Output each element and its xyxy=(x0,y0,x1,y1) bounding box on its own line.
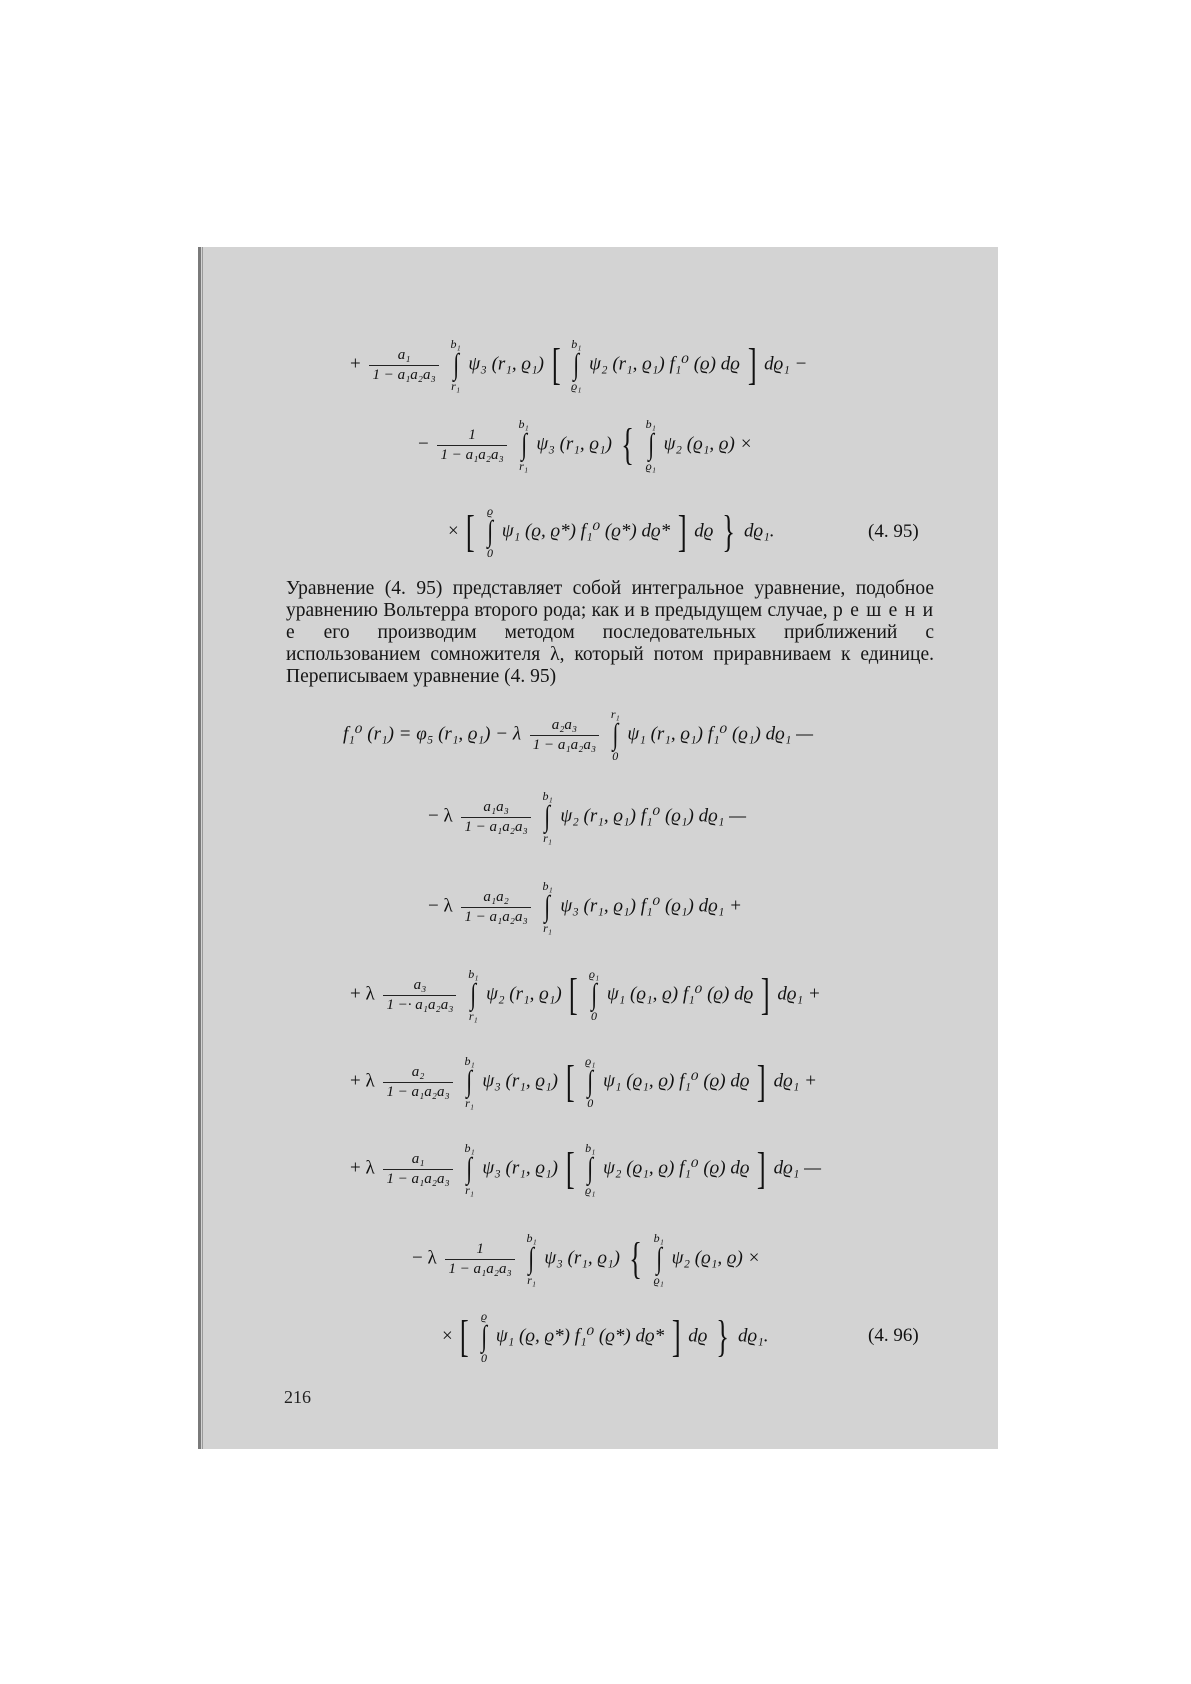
integral-sign-icon: ∫ xyxy=(573,348,580,381)
integrand: ψ₃ (r₁, ϱ₁) f₁⁰ (ϱ₁) dϱ₁ + xyxy=(560,895,742,917)
integral-sign-icon: ∫ xyxy=(466,1065,473,1098)
fraction-numerator: a₂ xyxy=(411,1063,425,1080)
operator: − xyxy=(418,433,429,455)
fraction xyxy=(383,1151,452,1188)
inner-integral xyxy=(654,1232,664,1286)
integral-upper-limit: ϱ₁ xyxy=(588,967,600,981)
fraction-denominator: 1 − a₁a₂a₃ xyxy=(383,1169,452,1188)
integral xyxy=(451,338,461,392)
integral-sign-icon: ∫ xyxy=(544,890,551,923)
equation-line-10 xyxy=(412,1232,760,1286)
equation-line-8 xyxy=(350,1055,817,1109)
integral-lower-limit: ϱ₁ xyxy=(645,459,656,473)
integral-upper-limit: r₁ xyxy=(610,707,620,721)
integrand: ψ₃ (r₁, ϱ₁) xyxy=(482,1157,558,1179)
fraction-numerator: a₁ xyxy=(397,346,411,363)
inner-integrand: ψ₁ (ϱ₁, ϱ) f₁⁰ (ϱ) dϱ xyxy=(603,1070,750,1092)
inner-integrand: ψ₂ (ϱ₁, ϱ) × xyxy=(671,1247,761,1269)
integral-lower-limit: ϱ₁ xyxy=(585,1183,596,1197)
equation-line-3: × [ ϱ ∫ 0 ψ₁ (ϱ, ϱ*) f₁⁰ (ϱ*) dϱ* ] dϱ } dϱ₁. xyxy=(448,504,775,560)
integral-sign-icon: ∫ xyxy=(647,428,654,461)
right-brace-icon: } xyxy=(722,507,736,556)
integral-upper-limit: b₁ xyxy=(526,1231,537,1245)
fraction-denominator: 1 −· a₁a₂a₃ xyxy=(383,995,456,1014)
integral-upper-limit: ϱ xyxy=(480,1309,488,1323)
fraction xyxy=(530,717,599,754)
inner-integrand: ψ₂ (r₁, ϱ₁) f₁⁰ (ϱ) dϱ xyxy=(589,353,740,375)
integral-upper-limit: b₁ xyxy=(518,417,529,431)
equation-line-6 xyxy=(428,880,742,934)
integrand: ψ₃ (r₁, ϱ₁) xyxy=(468,353,544,375)
fraction-numerator: a₂a₃ xyxy=(551,716,578,733)
integrand: ψ₃ (r₁, ϱ₁) xyxy=(482,1070,558,1092)
fraction-denominator: 1 − a₁a₂a₃ xyxy=(445,1259,514,1278)
fraction xyxy=(383,1064,452,1101)
integral-lower-limit: ϱ₁ xyxy=(571,379,582,393)
left-bracket-icon: [ xyxy=(565,1144,575,1193)
fraction-numerator: a₁a₂ xyxy=(483,888,509,905)
integrand: ψ₂ (r₁, ϱ₁) f₁⁰ (ϱ₁) dϱ₁ — xyxy=(560,805,746,827)
differential: dϱ₁ + xyxy=(773,1070,817,1092)
integral-sign-icon: ∫ xyxy=(487,515,493,548)
page-number: 216 xyxy=(284,1387,311,1407)
inner-integral xyxy=(589,968,599,1022)
operator: − λ xyxy=(412,1247,437,1269)
right-bracket-icon: ] xyxy=(757,1057,766,1106)
integral-lower-limit: ϱ₁ xyxy=(653,1273,664,1287)
integral-lower-limit: 0 xyxy=(480,1351,487,1365)
left-bracket-icon: [ xyxy=(460,1312,470,1361)
equation-line-9 xyxy=(350,1142,821,1196)
fraction-denominator: 1 − a₁a₂a₃ xyxy=(369,365,438,384)
fraction-numerator: a₃ xyxy=(413,976,427,993)
left-bracket-icon: [ xyxy=(565,1057,575,1106)
integral-sign-icon: ∫ xyxy=(466,1152,473,1185)
left-bracket-icon: [ xyxy=(466,507,476,556)
operator: × xyxy=(442,1325,453,1347)
integral-upper-limit: b₁ xyxy=(542,879,553,893)
fraction-numerator: a₁ xyxy=(411,1150,425,1167)
integral xyxy=(519,418,529,472)
operator: + xyxy=(350,353,361,375)
integral-sign-icon: ∫ xyxy=(452,348,459,381)
integral-upper-limit: ϱ xyxy=(486,504,494,518)
integral-lower-limit: r₁ xyxy=(465,1183,474,1197)
inner-integrand: ψ₂ (ϱ₁, ϱ) × xyxy=(663,433,753,455)
fraction-numerator: 1 xyxy=(468,426,476,443)
fraction xyxy=(383,977,456,1014)
integrand: ψ₁ (ϱ, ϱ*) f₁⁰ (ϱ*) dϱ* xyxy=(501,520,671,542)
operator: − λ xyxy=(428,895,453,917)
equation-line-4 xyxy=(343,708,813,762)
integrand: ψ₂ (r₁, ϱ₁) xyxy=(486,983,562,1005)
integral-lower-limit: 0 xyxy=(587,1096,594,1110)
left-brace-icon: { xyxy=(628,1234,642,1283)
operator: − λ xyxy=(428,805,453,827)
left-brace-icon: { xyxy=(620,420,634,469)
integral-sign-icon: ∫ xyxy=(655,1242,662,1275)
right-bracket-icon: ] xyxy=(671,1312,681,1361)
inner-integrand: ψ₁ (ϱ₁, ϱ) f₁⁰ (ϱ) dϱ xyxy=(606,983,754,1005)
integral-upper-limit: b₁ xyxy=(542,789,553,803)
inner-integrand: ψ₂ (ϱ₁, ϱ) f₁⁰ (ϱ) dϱ xyxy=(603,1157,750,1179)
fraction xyxy=(461,799,530,836)
integral-upper-limit: b₁ xyxy=(468,967,479,981)
operator: + λ xyxy=(350,1070,375,1092)
integral xyxy=(542,790,552,844)
integral xyxy=(542,880,552,934)
integral-sign-icon: ∫ xyxy=(591,978,597,1011)
operator: + λ xyxy=(350,1157,375,1179)
fraction xyxy=(437,427,506,464)
fraction xyxy=(445,1241,514,1278)
integrand: ψ₁ (ϱ, ϱ*) f₁⁰ (ϱ*) dϱ* xyxy=(495,1325,665,1347)
integral xyxy=(480,1310,488,1364)
fraction-denominator: 1 − a₁a₂a₃ xyxy=(383,1082,452,1101)
equation-line-11: × [ ϱ ∫ 0 ψ₁ (ϱ, ϱ*) f₁⁰ (ϱ*) dϱ* ] dϱ } dϱ₁. xyxy=(442,1309,769,1365)
right-bracket-icon: ] xyxy=(757,1144,766,1193)
integral-lower-limit: r₁ xyxy=(543,921,552,935)
integral xyxy=(468,968,478,1022)
paragraph-text-end: его производим методом последовательных приближений с использованием сомножителя λ, который потом приравниваем к единице. Переписываем уравнение (4. 95) xyxy=(286,622,935,687)
fraction-denominator: 1 − a₁a₂a₃ xyxy=(530,735,599,754)
integral-lower-limit: r₁ xyxy=(451,379,460,393)
left-bracket-icon: [ xyxy=(569,970,579,1019)
scan-edge-shadow xyxy=(198,247,201,1449)
left-bracket-icon: [ xyxy=(551,340,561,389)
inner-integral xyxy=(585,1142,595,1196)
fraction-numerator: 1 xyxy=(476,1240,484,1257)
equation-line-7 xyxy=(350,968,821,1022)
inner-integral xyxy=(571,338,581,392)
fraction-denominator: 1 − a₁a₂a₃ xyxy=(461,817,530,836)
equation-line-2 xyxy=(418,418,752,472)
integral-upper-limit: b₁ xyxy=(464,1141,475,1155)
integral-sign-icon: ∫ xyxy=(470,978,477,1011)
fraction-numerator: a₁a₃ xyxy=(483,798,509,815)
inner-integral xyxy=(585,1055,595,1109)
equation-lhs: f₁⁰ (r₁) = φ₅ (r₁, ϱ₁) − λ xyxy=(343,723,522,745)
equation-number: (4. 95) xyxy=(868,521,919,542)
fraction-denominator: 1 − a₁a₂a₃ xyxy=(437,445,506,464)
fraction xyxy=(461,889,530,926)
integral-upper-limit: b₁ xyxy=(585,1141,596,1155)
integral-sign-icon: ∫ xyxy=(587,1065,594,1098)
differential: dϱ₁. xyxy=(744,520,775,542)
differential: dϱ₁. xyxy=(738,1325,769,1347)
integral-upper-limit: b₁ xyxy=(571,337,582,351)
integral-sign-icon: ∫ xyxy=(587,1152,594,1185)
integral xyxy=(611,708,620,762)
equation-line-5 xyxy=(428,790,746,844)
right-bracket-icon: ] xyxy=(747,340,757,389)
integral-lower-limit: r₁ xyxy=(465,1096,474,1110)
integral-lower-limit: 0 xyxy=(486,546,493,560)
integral-sign-icon: ∫ xyxy=(544,800,551,833)
integral-lower-limit: 0 xyxy=(590,1009,597,1023)
integral-lower-limit: r₁ xyxy=(527,1273,536,1287)
differential: dϱ₁ — xyxy=(773,1157,822,1179)
integral-sign-icon: ∫ xyxy=(520,428,527,461)
integral-lower-limit: r₁ xyxy=(468,1009,478,1023)
fraction xyxy=(369,347,438,384)
integrand: ψ₃ (r₁, ϱ₁) xyxy=(544,1247,620,1269)
right-bracket-icon: ] xyxy=(677,507,687,556)
integral-upper-limit: b₁ xyxy=(645,417,656,431)
integral xyxy=(464,1055,474,1109)
inner-integral xyxy=(646,418,656,472)
spaced-emphasis: р е ш е н и е xyxy=(286,600,935,643)
integral-upper-limit: b₁ xyxy=(450,337,461,351)
differential: dϱ₁ − xyxy=(764,353,808,375)
operator: + λ xyxy=(350,983,375,1005)
right-brace-icon: } xyxy=(716,1312,730,1361)
integral-lower-limit: r₁ xyxy=(519,459,528,473)
paragraph-text-start: Уравнение (4. 95) представляет собой интегральное уравнение, подобное уравнению Вольтерра второго рода; как и в предыдущем случае, xyxy=(286,578,934,621)
integral-sign-icon: ∫ xyxy=(481,1320,487,1353)
integral-sign-icon: ∫ xyxy=(528,1242,535,1275)
integral-sign-icon: ∫ xyxy=(612,718,619,751)
differential: dϱ₁ + xyxy=(777,983,821,1005)
equation-number: (4. 96) xyxy=(868,1325,919,1346)
integral-upper-limit: b₁ xyxy=(464,1054,475,1068)
fraction-denominator: 1 − a₁a₂a₃ xyxy=(461,907,530,926)
right-bracket-icon: ] xyxy=(760,970,770,1019)
operator: × xyxy=(448,520,459,542)
integral xyxy=(464,1142,474,1196)
integral-lower-limit: 0 xyxy=(612,749,619,763)
body-paragraph xyxy=(286,578,934,688)
integral-upper-limit: b₁ xyxy=(653,1231,664,1245)
integral-lower-limit: r₁ xyxy=(543,831,552,845)
integrand: ψ₃ (r₁, ϱ₁) xyxy=(536,433,612,455)
scan-edge-line xyxy=(202,247,203,1449)
integral-upper-limit: ϱ₁ xyxy=(585,1054,596,1068)
integral xyxy=(486,505,494,559)
equation-line-1 xyxy=(350,338,807,392)
integral xyxy=(526,1232,536,1286)
integrand: ψ₁ (r₁, ϱ₁) f₁⁰ (ϱ₁) dϱ₁ — xyxy=(627,723,814,745)
